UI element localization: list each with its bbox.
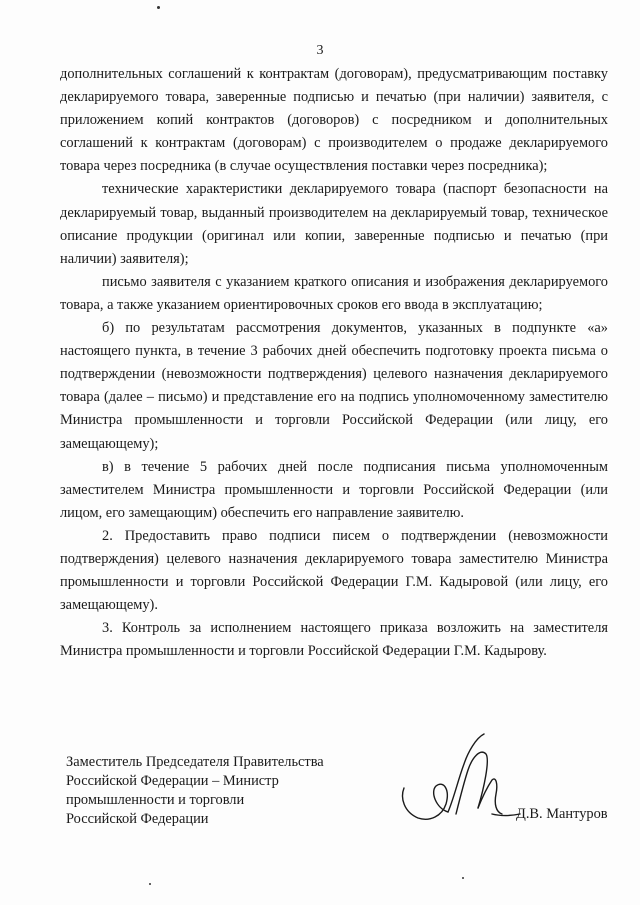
signatory-title-line: Российской Федерации – Министр	[66, 773, 279, 789]
signatory-title-line: Заместитель Председателя Правительства	[66, 754, 324, 770]
paragraph-technical-specs: технические характеристики декларируемого товара (паспорт безопасности на декларируемый товар, выданный производителем на декларируемый товар, техническое описание продукции (оригинал или копии, заверенные подписью и печатью (при наличии) заявителя);	[60, 181, 608, 267]
handwritten-signature	[396, 728, 526, 838]
signatory-title-line: промышленности и торговли	[66, 792, 245, 808]
scan-artifact	[157, 6, 160, 9]
signatory-name: Д.В. Мантуров	[516, 806, 608, 822]
paragraph-applicant-letter: письмо заявителя с указанием краткого описания и изображения декларируемого товара, а также указанием ориентировочных сроков его ввода в эксплуатацию;	[60, 273, 608, 313]
scan-artifact	[149, 883, 151, 885]
signatory-title	[66, 753, 324, 829]
paragraph-item-v: в) в течение 5 рабочих дней после подписания письма уполномоченным заместителем Министра промышленности и торговли Российской Федерации (или лицом, его замещающим) обеспечить его направление заявителю.	[60, 458, 608, 521]
scan-artifact	[462, 877, 464, 879]
document-body	[60, 63, 608, 663]
paragraph-point-3: 3. Контроль за исполнением настоящего приказа возложить на заместителя Министра промышленности и торговли Российской Федерации Г.М. Кадырову.	[60, 620, 608, 660]
paragraph-supply-agreements: дополнительных соглашений к контрактам (договорам), предусматривающим поставку декларируемого товара, заверенные подписью и печатью (при наличии) заявителя, с приложением копий контрактов (договоров) с посредником и дополнительных соглашений к контрактам (договорам) с производителем о продаже декларируемого товара через посредника (в случае осуществления поставки через посредника);	[60, 66, 608, 175]
paragraph-item-b: б) по результатам рассмотрения документов, указанных в подпункте «а» настоящего пункта, в течение 3 рабочих дней обеспечить подготовку проекта письма о подтверждении (невозможности подтверждения) целевого назначения декларируемого товара (далее – письмо) и представление его на подпись уполномоченному заместителю Министра промышленности и торговли Российской Федерации (или лицу, его замещающему);	[60, 320, 608, 452]
page-number: 3	[316, 43, 324, 58]
signatory-title-line: Российской Федерации	[66, 811, 209, 827]
paragraph-point-2: 2. Предоставить право подписи писем о подтверждении (невозможности подтверждения) целевого назначения декларируемого товара заместителю Министра промышленности и торговли Российской Федерации Г.М. Кадыровой (или лицу, его замещающему).	[60, 527, 608, 614]
